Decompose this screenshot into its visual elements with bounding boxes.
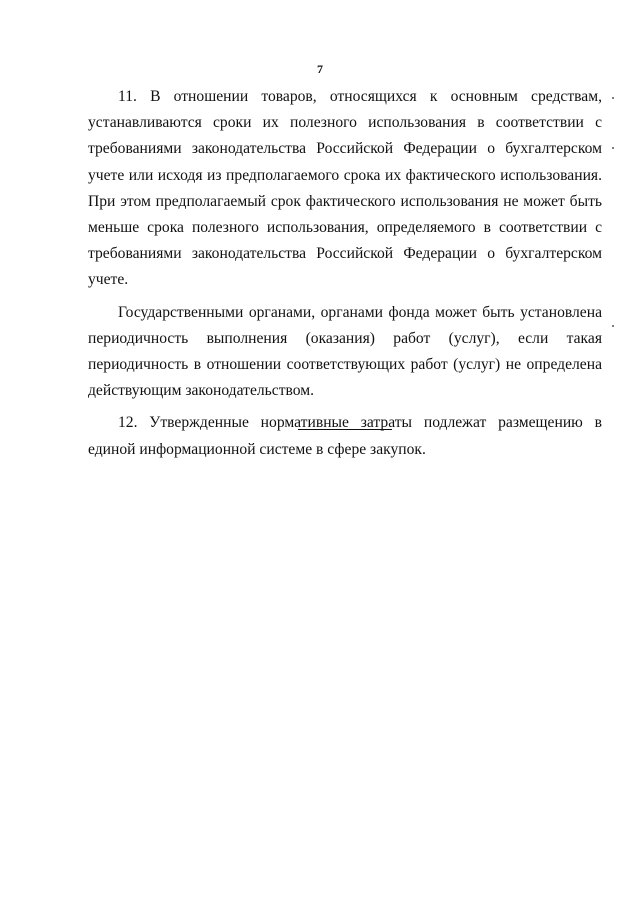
scan-speck (612, 147, 614, 149)
paragraph-item-12: 12. Утвержденные нормативные затраты подлежат размещению в единой информационной системе в сфере закупок. (88, 414, 602, 458)
scan-speck (612, 325, 614, 327)
page-number: 7 (317, 62, 323, 76)
paragraph-periodicity: Государственными органами, органами фонда может быть установлена периодичность выполнения (оказания) работ (услуг), если такая периодичность в отношении соответствующих работ (услуг) не определена действующим законодательством. (88, 303, 602, 400)
paragraph-item-11: 11. В отношении товаров, относящихся к основным средствам, устанавливаются сроки их полезного использования в соответствии с требованиями законодательства Российской Федерации о бухгалтерском учете или исходя из предполагаемого срока их фактического использования. При этом предполагаемый срок фактического использования не может быть меньше срока полезного использования, определяемого в соответствии с требованиями законодательства Российской Федерации о бухгалтерском учете. (88, 88, 602, 289)
document-body (88, 84, 602, 469)
scan-speck (612, 97, 614, 99)
end-of-text-rule (298, 429, 392, 430)
